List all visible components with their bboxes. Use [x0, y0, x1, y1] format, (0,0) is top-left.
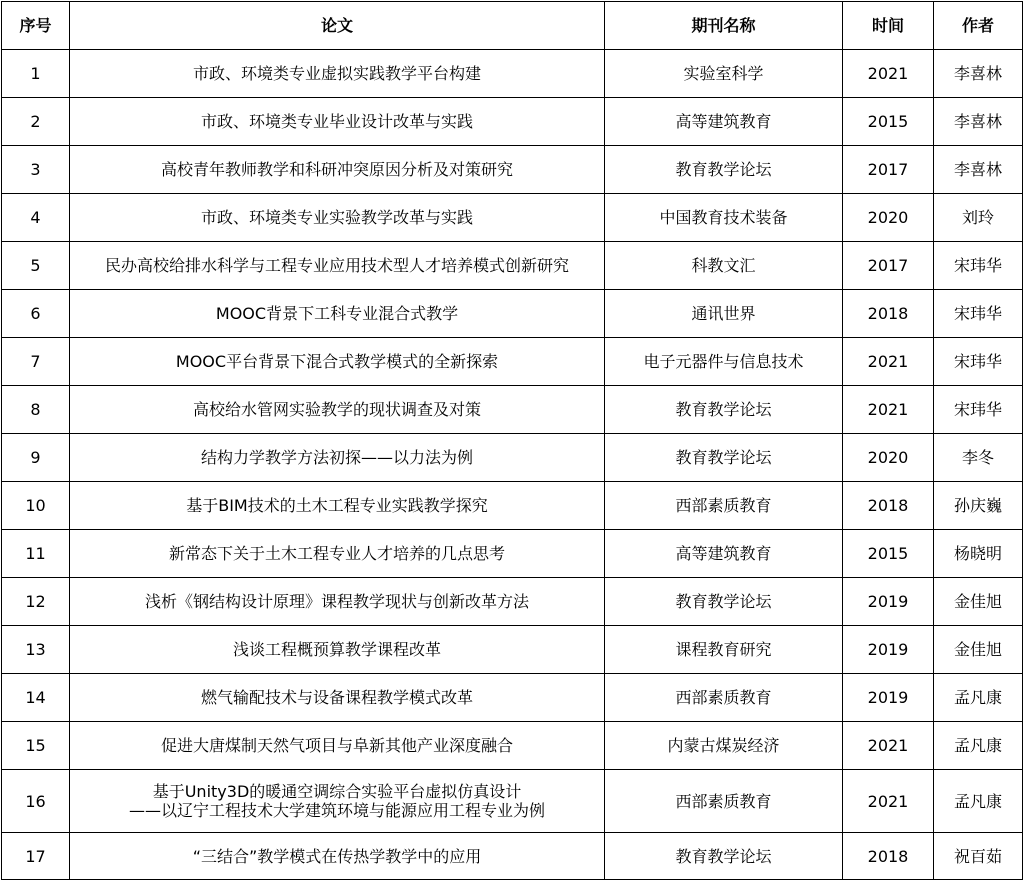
table-row [2, 674, 1023, 722]
cell-journal: 教育教学论坛 [605, 434, 843, 482]
cell-author: 孟凡康 [934, 674, 1023, 722]
table-row [2, 626, 1023, 674]
cell-no: 11 [2, 530, 70, 578]
table-row [2, 833, 1023, 880]
table-row [2, 578, 1023, 626]
table-row [2, 242, 1023, 290]
table-row [2, 722, 1023, 770]
table-row [2, 290, 1023, 338]
table-row [2, 98, 1023, 146]
cell-journal: 通讯世界 [605, 290, 843, 338]
cell-author: 金佳旭 [934, 578, 1023, 626]
cell-no: 15 [2, 722, 70, 770]
cell-journal: 西部素质教育 [605, 482, 843, 530]
cell-title: 市政、环境类专业实验教学改革与实践 [70, 194, 605, 242]
cell-year: 2021 [843, 770, 934, 833]
cell-year: 2015 [843, 530, 934, 578]
cell-journal: 课程教育研究 [605, 626, 843, 674]
cell-author: 宋玮华 [934, 386, 1023, 434]
cell-title-line: ——以辽宁工程技术大学建筑环境与能源应用工程专业为例 [128, 801, 545, 820]
header-title: 论文 [70, 2, 605, 50]
table-row [2, 530, 1023, 578]
table-row [2, 50, 1023, 98]
cell-year: 2018 [843, 290, 934, 338]
cell-year: 2015 [843, 98, 934, 146]
cell-year: 2017 [843, 242, 934, 290]
cell-year: 2017 [843, 146, 934, 194]
cell-journal: 教育教学论坛 [605, 386, 843, 434]
cell-author: 祝百茹 [934, 833, 1023, 880]
cell-title: MOOC背景下工科专业混合式教学 [70, 290, 605, 338]
cell-journal: 西部素质教育 [605, 770, 843, 833]
cell-no: 1 [2, 50, 70, 98]
cell-no: 6 [2, 290, 70, 338]
header-journal: 期刊名称 [605, 2, 843, 50]
header-no: 序号 [2, 2, 70, 50]
cell-author: 李喜林 [934, 146, 1023, 194]
cell-author: 宋玮华 [934, 338, 1023, 386]
cell-journal: 实验室科学 [605, 50, 843, 98]
cell-no: 12 [2, 578, 70, 626]
cell-author: 宋玮华 [934, 242, 1023, 290]
cell-title: MOOC平台背景下混合式教学模式的全新探索 [70, 338, 605, 386]
cell-no: 10 [2, 482, 70, 530]
cell-year: 2021 [843, 722, 934, 770]
cell-title: 新常态下关于土木工程专业人才培养的几点思考 [70, 530, 605, 578]
cell-year: 2019 [843, 626, 934, 674]
cell-no: 2 [2, 98, 70, 146]
table-row [2, 338, 1023, 386]
cell-author: 孟凡康 [934, 722, 1023, 770]
cell-author: 李喜林 [934, 50, 1023, 98]
cell-no: 3 [2, 146, 70, 194]
cell-title: 市政、环境类专业虚拟实践教学平台构建 [70, 50, 605, 98]
papers-table [1, 1, 1023, 880]
cell-author: 孟凡康 [934, 770, 1023, 833]
cell-title: 燃气输配技术与设备课程教学模式改革 [70, 674, 605, 722]
cell-no: 14 [2, 674, 70, 722]
cell-title: 浅析《钢结构设计原理》课程教学现状与创新改革方法 [70, 578, 605, 626]
cell-title: 民办高校给排水科学与工程专业应用技术型人才培养模式创新研究 [70, 242, 605, 290]
table-row [2, 146, 1023, 194]
cell-no: 4 [2, 194, 70, 242]
cell-title: “三结合”教学模式在传热学教学中的应用 [70, 833, 605, 880]
cell-author: 杨晓明 [934, 530, 1023, 578]
header-row [2, 2, 1023, 50]
table-row [2, 434, 1023, 482]
cell-journal: 内蒙古煤炭经济 [605, 722, 843, 770]
cell-no: 5 [2, 242, 70, 290]
cell-year: 2021 [843, 50, 934, 98]
cell-journal: 高等建筑教育 [605, 530, 843, 578]
cell-journal: 教育教学论坛 [605, 146, 843, 194]
cell-no: 8 [2, 386, 70, 434]
cell-no: 16 [2, 770, 70, 833]
cell-author: 孙庆巍 [934, 482, 1023, 530]
header-year: 时间 [843, 2, 934, 50]
cell-title: 促进大唐煤制天然气项目与阜新其他产业深度融合 [70, 722, 605, 770]
cell-journal: 西部素质教育 [605, 674, 843, 722]
cell-year: 2019 [843, 578, 934, 626]
cell-year: 2021 [843, 338, 934, 386]
cell-year: 2021 [843, 386, 934, 434]
cell-year: 2018 [843, 833, 934, 880]
cell-title: 高校青年教师教学和科研冲突原因分析及对策研究 [70, 146, 605, 194]
cell-journal: 教育教学论坛 [605, 833, 843, 880]
cell-journal: 中国教育技术装备 [605, 194, 843, 242]
table-row [2, 770, 1023, 833]
cell-title [70, 770, 605, 833]
cell-title: 市政、环境类专业毕业设计改革与实践 [70, 98, 605, 146]
cell-year: 2020 [843, 434, 934, 482]
cell-no: 7 [2, 338, 70, 386]
cell-title: 高校给水管网实验教学的现状调查及对策 [70, 386, 605, 434]
cell-journal: 教育教学论坛 [605, 578, 843, 626]
cell-year: 2019 [843, 674, 934, 722]
table-row [2, 482, 1023, 530]
cell-author: 李冬 [934, 434, 1023, 482]
cell-year: 2018 [843, 482, 934, 530]
cell-author: 宋玮华 [934, 290, 1023, 338]
cell-author: 李喜林 [934, 98, 1023, 146]
cell-no: 17 [2, 833, 70, 880]
cell-title: 结构力学教学方法初探——以力法为例 [70, 434, 605, 482]
cell-title-line: 基于Unity3D的暖通空调综合实验平台虚拟仿真设计 [152, 782, 522, 801]
cell-title: 基于BIM技术的土木工程专业实践教学探究 [70, 482, 605, 530]
cell-journal: 电子元器件与信息技术 [605, 338, 843, 386]
header-author: 作者 [934, 2, 1023, 50]
cell-author: 刘玲 [934, 194, 1023, 242]
cell-journal: 科教文汇 [605, 242, 843, 290]
table-row [2, 194, 1023, 242]
cell-no: 9 [2, 434, 70, 482]
cell-no: 13 [2, 626, 70, 674]
table-row [2, 386, 1023, 434]
cell-title: 浅谈工程概预算教学课程改革 [70, 626, 605, 674]
cell-author: 金佳旭 [934, 626, 1023, 674]
cell-year: 2020 [843, 194, 934, 242]
cell-journal: 高等建筑教育 [605, 98, 843, 146]
